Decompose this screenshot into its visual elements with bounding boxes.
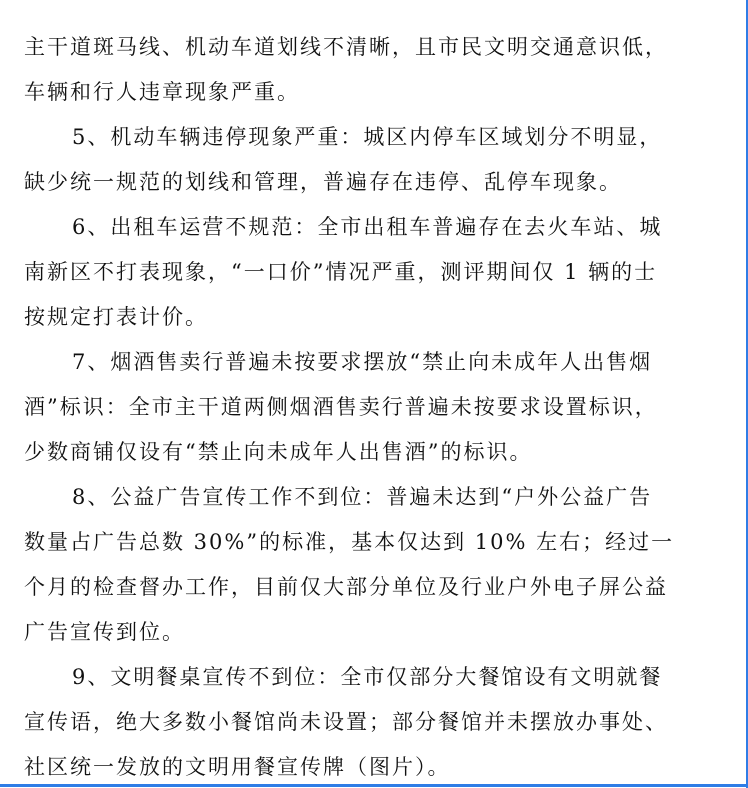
page-bottom-border — [0, 784, 746, 787]
paragraph-5-start: 5、机动车辆违停现象严重：城区内停车区域划分不明显， — [72, 125, 663, 149]
paragraph-9-start: 9、文明餐桌宣传不到位：全市仅部分大餐馆设有文明就餐 — [72, 665, 663, 689]
text-line: 社区统一发放的文明用餐宣传牌（图片）。 — [24, 755, 451, 779]
text-line: 南新区不打表现象，“一口价”情况严重，测评期间仅 1 辆的士 — [24, 260, 658, 284]
paragraph-7-start: 7、烟酒售卖行普遍未按要求摆放“禁止向未成年人出售烟 — [72, 350, 653, 374]
text-line: 广告宣传到位。 — [24, 620, 185, 644]
text-line: 按规定打表计价。 — [24, 305, 208, 329]
text-line: 酒”标识：全市主干道两侧烟酒售卖行普遍未按要求设置标识， — [24, 395, 658, 419]
paragraph-8-start: 8、公益广告宣传工作不到位：普遍未达到“户外公益广告 — [72, 485, 653, 509]
text-line: 少数商铺仅设有“禁止向未成年人出售酒”的标识。 — [24, 440, 533, 464]
text-line: 车辆和行人违章现象严重。 — [24, 80, 300, 104]
text-line: 主干道斑马线、机动车道划线不清晰，且市民文明交通意识低， — [24, 35, 668, 59]
paragraph-6-start: 6、出租车运营不规范：全市出租车普遍存在去火车站、城 — [72, 215, 663, 239]
text-line: 缺少统一规范的划线和管理，普遍存在违停、乱停车现象。 — [24, 170, 622, 194]
text-line: 个月的检查督办工作，目前仅大部分单位及行业户外电子屏公益 — [24, 575, 668, 599]
text-line: 宣传语，绝大多数小餐馆尚未设置；部分餐馆并未摆放办事处、 — [24, 710, 668, 734]
text-line: 数量占广告总数 30%”的标准，基本仅达到 10% 左右；经过一 — [24, 530, 675, 554]
